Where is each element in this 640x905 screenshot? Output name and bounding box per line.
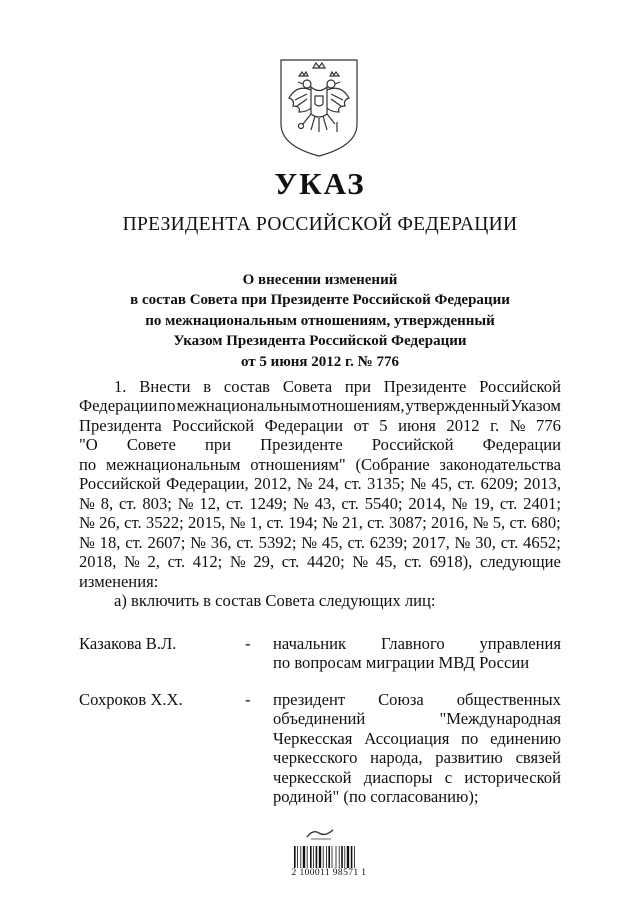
decree-heading [80, 270, 560, 372]
heading-line: О внесении изменений [242, 272, 398, 288]
heading-line: в состав Совета при Президенте Российской Федерации [130, 292, 510, 309]
barcode-number: 2 100011 98571 1 [291, 868, 367, 878]
body-line: "О Совете при Президенте Российской Федерации [79, 435, 561, 455]
description-line: Черкесская Ассоциация по единению [273, 728, 561, 748]
person-description [273, 690, 561, 807]
body-line: 1. Внести в состав Совета при Президенте Российской [114, 377, 561, 396]
description-line: родиной" (по согласованию); [273, 787, 479, 807]
item-a: а) включить в состав Совета следующих лиц: [114, 590, 436, 610]
description-line: президент Союза общественных [273, 690, 561, 709]
heading-line: по межнациональным отношениям, утвержденный [145, 312, 495, 329]
person-name: Казакова В.Л. [79, 634, 177, 653]
heading-line: от 5 июня 2012 г. № 776 [241, 353, 399, 370]
description-line: объединений "Международная [273, 709, 561, 729]
person-dash: - [245, 634, 251, 653]
description-line: черкесского народа, развитию связей [273, 748, 561, 768]
heading-line: Указом Президента Российской Федерации [173, 333, 467, 350]
description-line: начальник Главного управления [273, 634, 561, 653]
person-description [273, 634, 561, 673]
body-line: Федерации по межнациональным отношениям, утвержденный Указом [79, 396, 561, 416]
body-line: Президента Российской Федерации от 5 июня 2012 г. № 776 [79, 415, 561, 435]
body-line: № 26, ст. 3522; 2015, № 1, ст. 194; № 21, ст. 3087; 2016, № 5, ст. 680; [79, 513, 561, 533]
body-line: 2018, № 2, ст. 412; № 29, ст. 4420; № 45, ст. 6918), следующие [79, 552, 561, 572]
decree-body [79, 377, 561, 610]
body-line: по межнациональным отношениям" (Собрание законодательства [79, 454, 561, 474]
body-line: № 8, ст. 803; № 12, ст. 1249; № 43, ст. 5540; 2014, № 19, ст. 2401; [79, 493, 561, 513]
description-line: по вопросам миграции МВД России [273, 653, 530, 673]
document-subtitle: ПРЕЗИДЕНТА РОССИЙСКОЙ ФЕДЕРАЦИИ [122, 214, 518, 235]
body-line: Российской Федерации, 2012, № 24, ст. 3135; № 45, ст. 6209; 2013, [79, 474, 561, 494]
coat-of-arms-emblem [277, 54, 361, 158]
document-title: УКАЗ [274, 166, 366, 201]
body-line: изменения: [79, 571, 159, 591]
double-headed-eagle-icon [277, 54, 361, 158]
body-line: № 18, ст. 2607; № 36, ст. 5392; № 45, ст. 6239; 2017, № 30, ст. 4652; [79, 532, 561, 552]
barcode [294, 846, 362, 868]
description-line: черкесской диаспоры с исторической [273, 767, 561, 787]
person-name: Сохроков Х.Х. [79, 690, 183, 709]
person-dash: - [245, 690, 251, 709]
printer-logo-icon [303, 827, 337, 841]
